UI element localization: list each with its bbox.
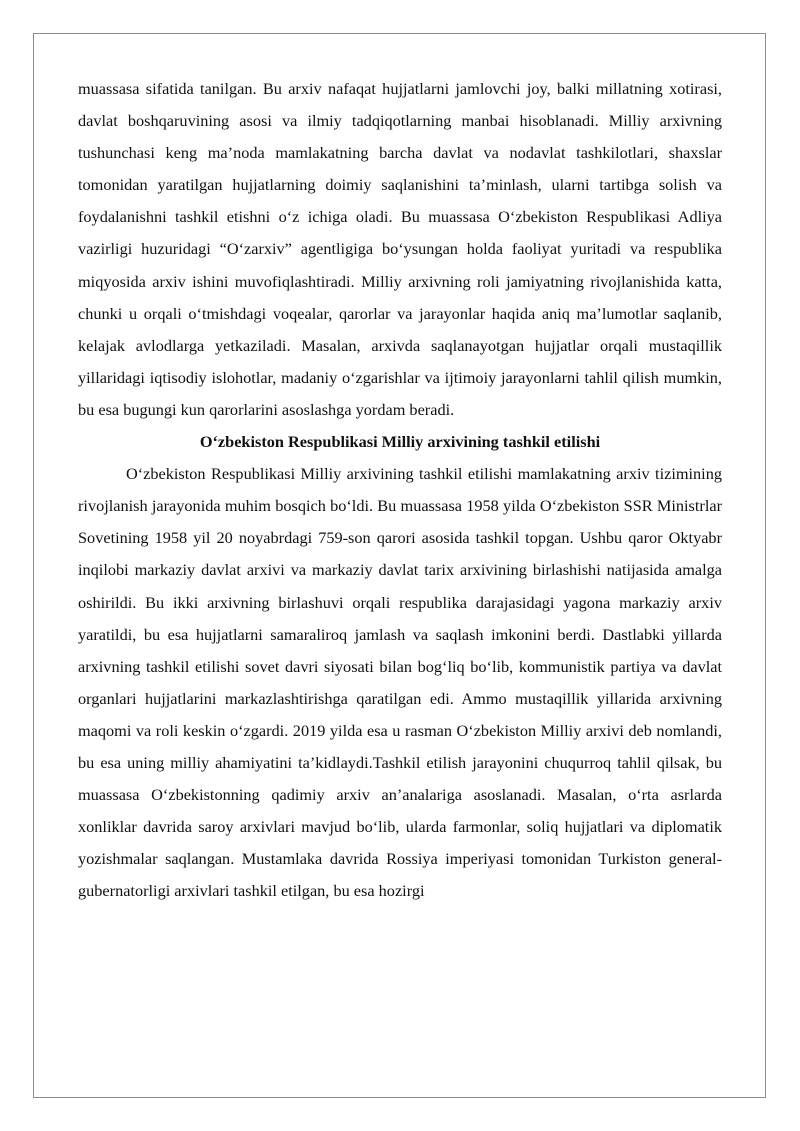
- section-heading: O‘zbekiston Respublikasi Milliy arxivining tashkil etilishi: [199, 432, 601, 452]
- paragraph-history: O‘zbekiston Respublikasi Milliy arxivining tashkil etilishi mamlakatning arxiv tizimining rivojlanish jarayonida muhim bosqich bo‘ldi. Bu muassasa 1958 yilda O‘zbekiston SSR Ministrlar Sovetining 1958 yil 20 noyabrdagi 759-son qarori asosida tashkil topgan. Ushbu qaror Oktyabr inqilobi markaziy davlat arxivi va markaziy davlat tarix arxivining birlashishi natijasida amalga oshirildi. Bu ikki arxivning birlashuvi orqali respublika darajasidagi yagona markaziy arxiv yaratildi, bu esa hujjatlarni samaraliroq jamlash va saqlash imkonini berdi. Dastlabki yillarda arxivning tashkil etilishi sovet davri siyosati bilan bog‘liq bo‘lib, kommunistik partiya va davlat organlari hujjatlarini markazlashtirishga qaratilgan edi. Ammo mustaqillik yillarida arxivning maqomi va roli keskin o‘zgardi. 2019 yilda esa u rasman O‘zbekiston Milliy arxivi deb nomlandi, bu esa uning milliy ahamiyatini ta’kidlaydi.Tashkil etilish jarayonini chuqurroq tahlil qilsak, bu muassasa O‘zbekistonning qadimiy arxiv an’analariga asoslanadi. Masalan, o‘rta asrlarda xonliklar davrida saroy arxivlari mavjud bo‘lib, ularda farmonlar, soliq hujjatlari va diplomatik yozishmalar saqlangan. Mustamlaka davrida Rossiya imperiyasi tomonidan Turkiston general-gubernatorligi arxivlari tashkil etilgan, bu esa hozirgi: [78, 464, 722, 901]
- paragraph-intro: muassasa sifatida tanilgan. Bu arxiv nafaqat hujjatlarni jamlovchi joy, balki millatning xotirasi, davlat boshqaruvining asosi va ilmiy tadqiqotlarning manbai hisoblanadi. Milliy arxivning tushunchasi keng ma’noda mamlakatning barcha davlat va nodavlat tashkilotlari, shaxslar tomonidan yaratilgan hujjatlarning doimiy saqlanishini ta’minlash, ularni tartibga solish va foydalanishni tashkil etishni o‘z ichiga oladi. Bu muassasa O‘zbekiston Respublikasi Adliya vazirligi huzuridagi “O‘zarxiv” agentligiga bo‘ysungan holda faoliyat yuritadi va respublika miqyosida arxiv ishini muvofiqlashtiradi. Milliy arxivning roli jamiyatning rivojlanishida katta, chunki u orqali o‘tmishdagi voqealar, qarorlar va jarayonlar haqida aniq ma’lumotlar saqlanib, kelajak avlodlarga yetkaziladi. Masalan, arxivda saqlanayotgan hujjatlar orqali mustaqillik yillaridagi iqtisodiy islohotlar, madaniy o‘zgarishlar va ijtimoiy jarayonlarni tahlil qilish mumkin, bu esa bugungi kun qarorlarini asoslashga yordam beradi.: [78, 79, 722, 419]
- document-body: [78, 73, 722, 907]
